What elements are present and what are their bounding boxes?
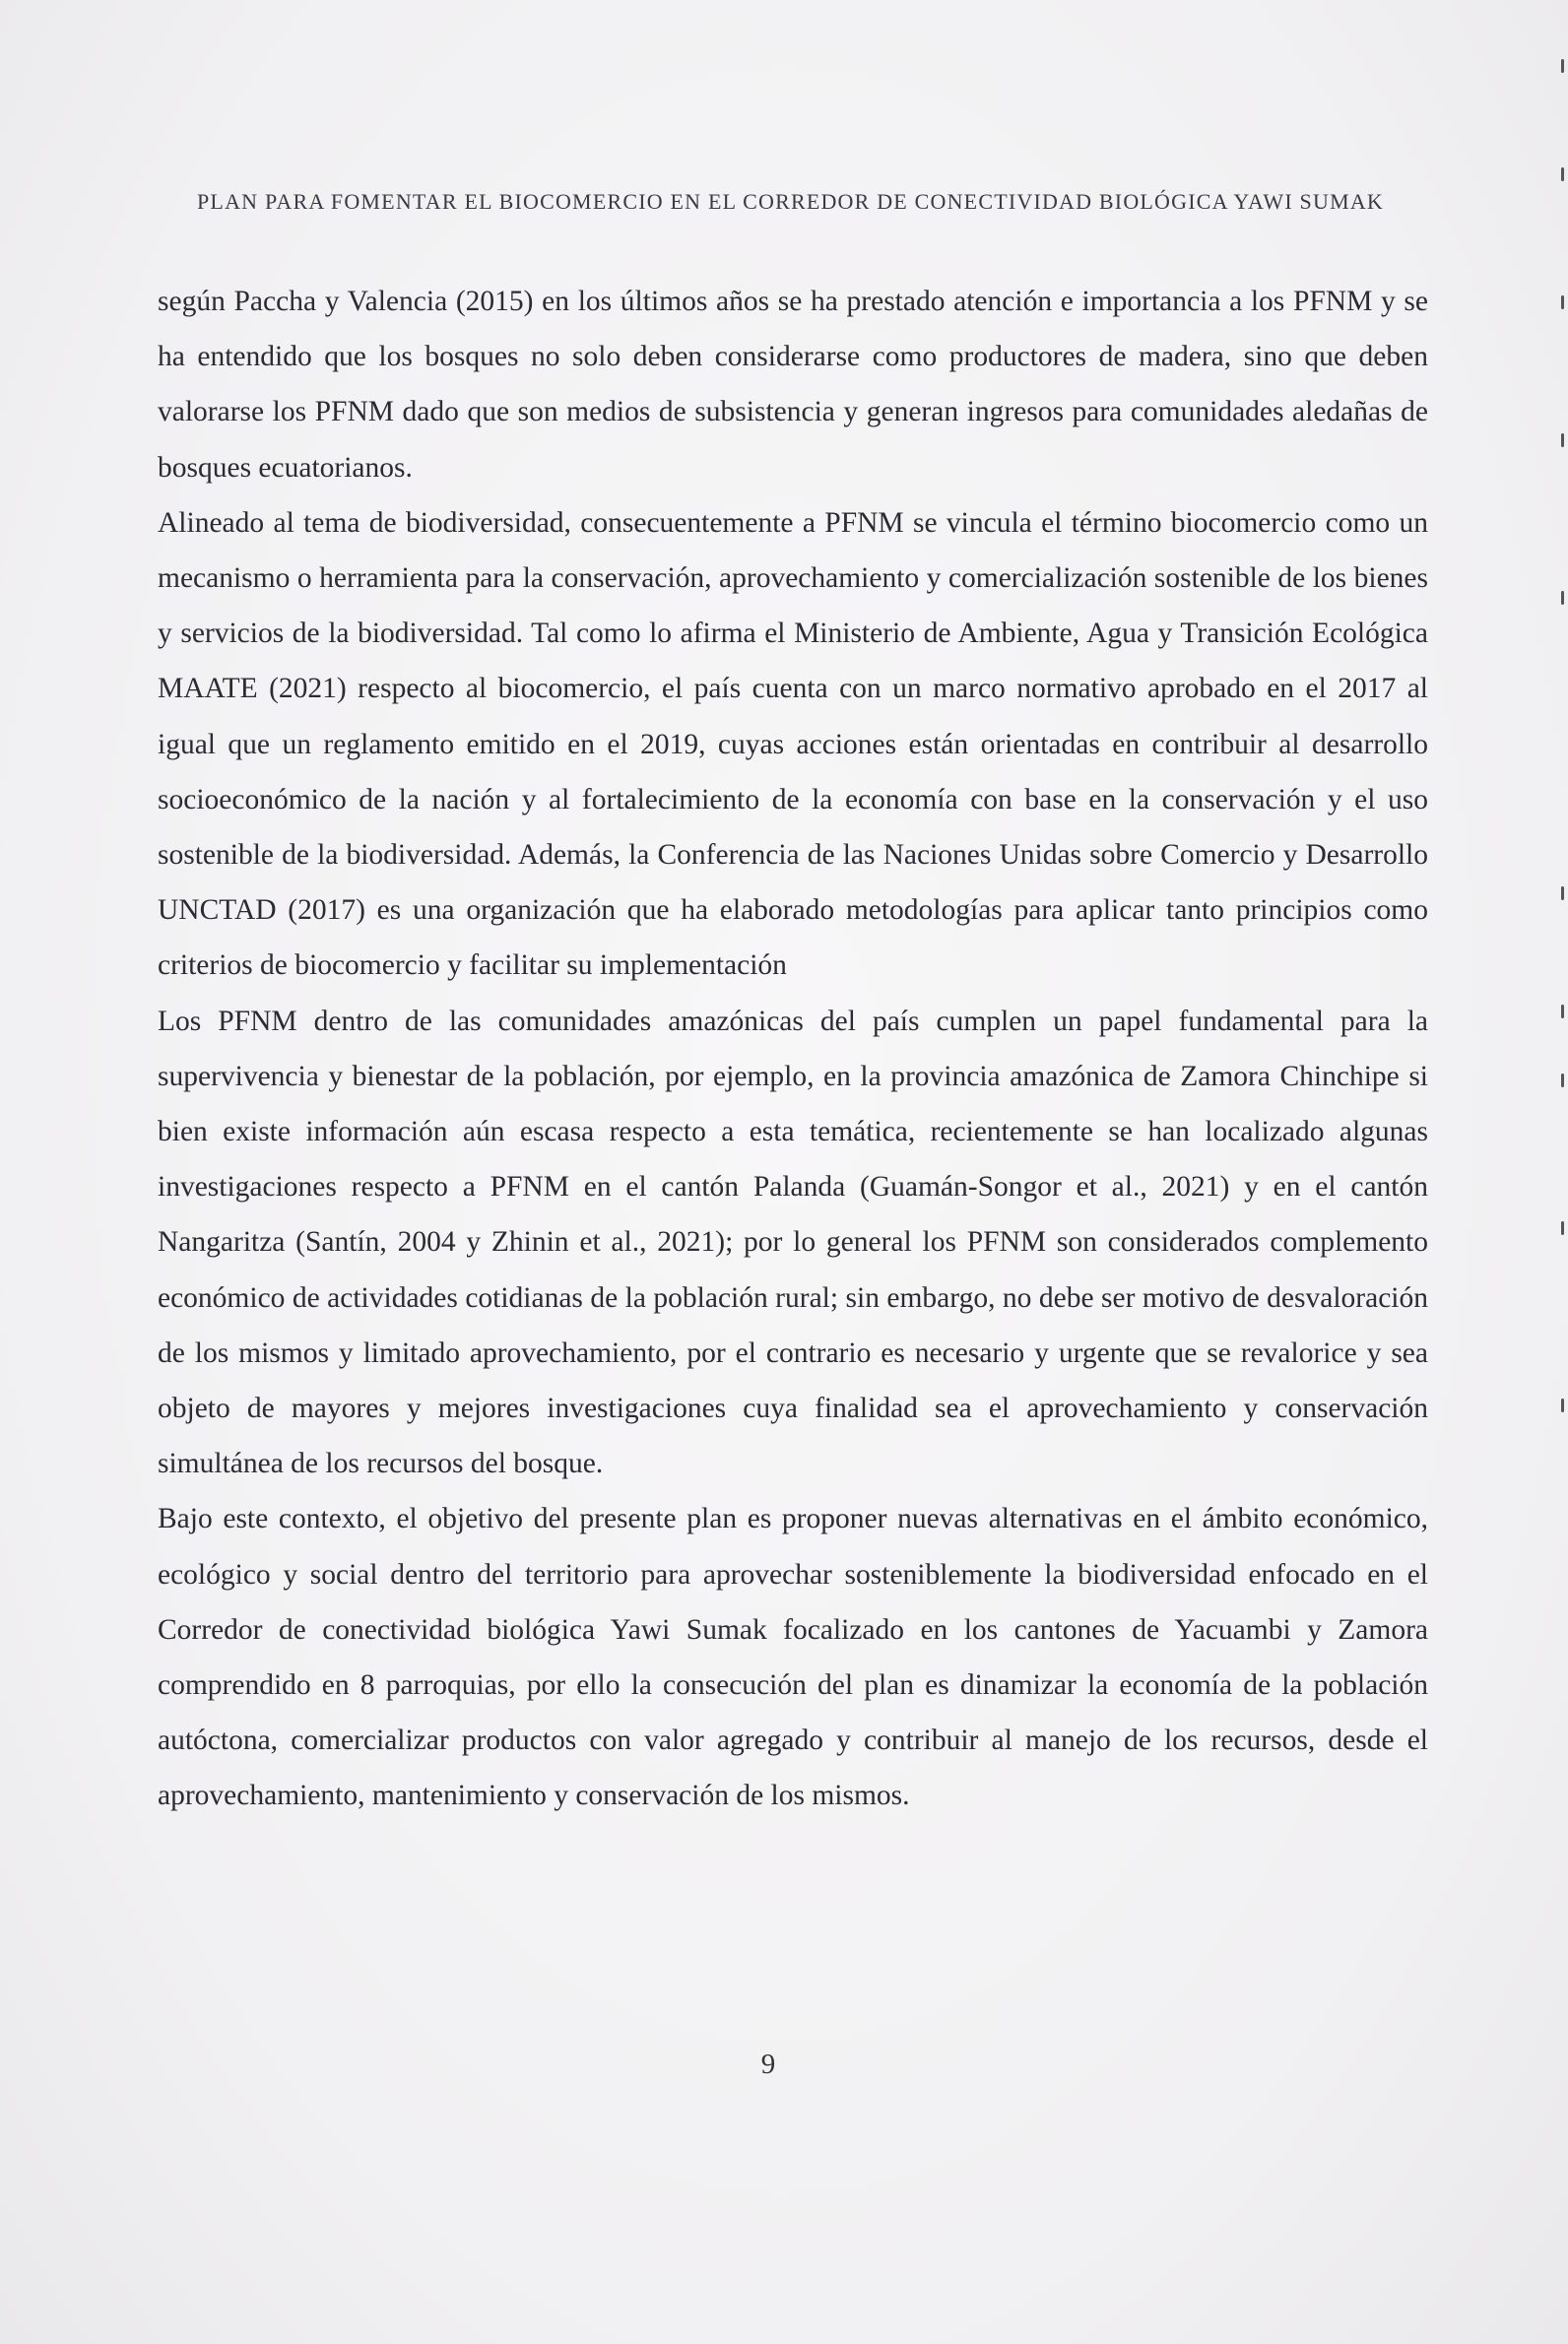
scan-mark [1561, 295, 1564, 309]
running-header: PLAN PARA FOMENTAR EL BIOCOMERCIO EN EL CORREDOR DE CONECTIVIDAD BIOLÓGICA YAWI SUMAK [197, 189, 1385, 214]
page-number: 9 [760, 2049, 776, 2080]
scan-mark [1561, 1221, 1564, 1235]
paragraph-amazonian-communities: Los PFNM dentro de las comunidades amazónicas del país cumplen un papel fundamental para la supervivencia y bienestar de la población, por ejemplo, en la provincia amazónica de Zamora Chinchipe si bien existe información aún escasa respecto a esta temática, recientemente se han localizado algunas investigaciones respecto a PFNM en el cantón Palanda (Guamán-Songor et al., 2021) y en el cantón Nangaritza (Santín, 2004 y Zhinin et al., 2021); por lo general los PFNM son considerados complemento económico de actividades cotidianas de la población rural; sin embargo, no debe ser motivo de desvaloración de los mismos y limitado aprovechamiento, por el contrario es necesario y urgente que se revalorice y sea objeto de mayores y mejores investigaciones cuya finalidad sea el aprovechamiento y conservación simultánea de los recursos del bosque. [158, 1005, 1428, 1480]
scan-mark [1561, 591, 1564, 605]
scan-mark [1561, 1399, 1564, 1412]
paragraph-plan-objective: Bajo este contexto, el objetivo del presente plan es proponer nuevas alternativas en el ámbito económico, ecológico y social dentro del territorio para aprovechar sosteniblemente la biodiversidad enfocado en el Corredor de conectividad biológica Yawi Sumak focalizado en los cantones de Yacuambi y Zamora comprendido en 8 parroquias, por ello la consecución del plan es dinamizar la economía de la población autóctona, comercializar productos con valor agregado y contribuir al manejo de los recursos, desde el aprovechamiento, mantenimiento y conservación de los mismos. [158, 1503, 1428, 1812]
paragraph-pfnm-context: según Paccha y Valencia (2015) en los últimos años se ha prestado atención e importancia a los PFNM y se ha entendido que los bosques no solo deben considerarse como productores de madera, sino que deben valorarse los PFNM dado que son medios de subsistencia y generan ingresos para comunidades aledañas de bosques ecuatorianos. [158, 286, 1428, 484]
scan-mark [1561, 433, 1564, 447]
scan-mark [1561, 167, 1564, 181]
body-text [158, 274, 1428, 1824]
scan-mark [1561, 1005, 1564, 1018]
scan-edge-marks [1558, 39, 1564, 1615]
paragraph-biocomercio: Alineado al tema de biodiversidad, consecuentemente a PFNM se vincula el término biocomercio como un mecanismo o herramienta para la conservación, aprovechamiento y comercialización sostenible de los bienes y servicios de la biodiversidad. Tal como lo afirma el Ministerio de Ambiente, Agua y Transición Ecológica MAATE (2021) respecto al biocomercio, el país cuenta con un marco normativo aprobado en el 2017 al igual que un reglamento emitido en el 2019, cuyas acciones están orientadas en contribuir al desarrollo socioeconómico de la nación y al fortalecimiento de la economía con base en la conservación y el uso sostenible de la biodiversidad. Además, la Conferencia de las Naciones Unidas sobre Comercio y Desarrollo UNCTAD (2017) es una organización que ha elaborado metodologías para aplicar tanto principios como criterios de biocomercio y facilitar su implementación [158, 506, 1428, 982]
scan-mark [1561, 59, 1564, 73]
scan-mark [1561, 1074, 1564, 1087]
scan-mark [1561, 886, 1564, 900]
